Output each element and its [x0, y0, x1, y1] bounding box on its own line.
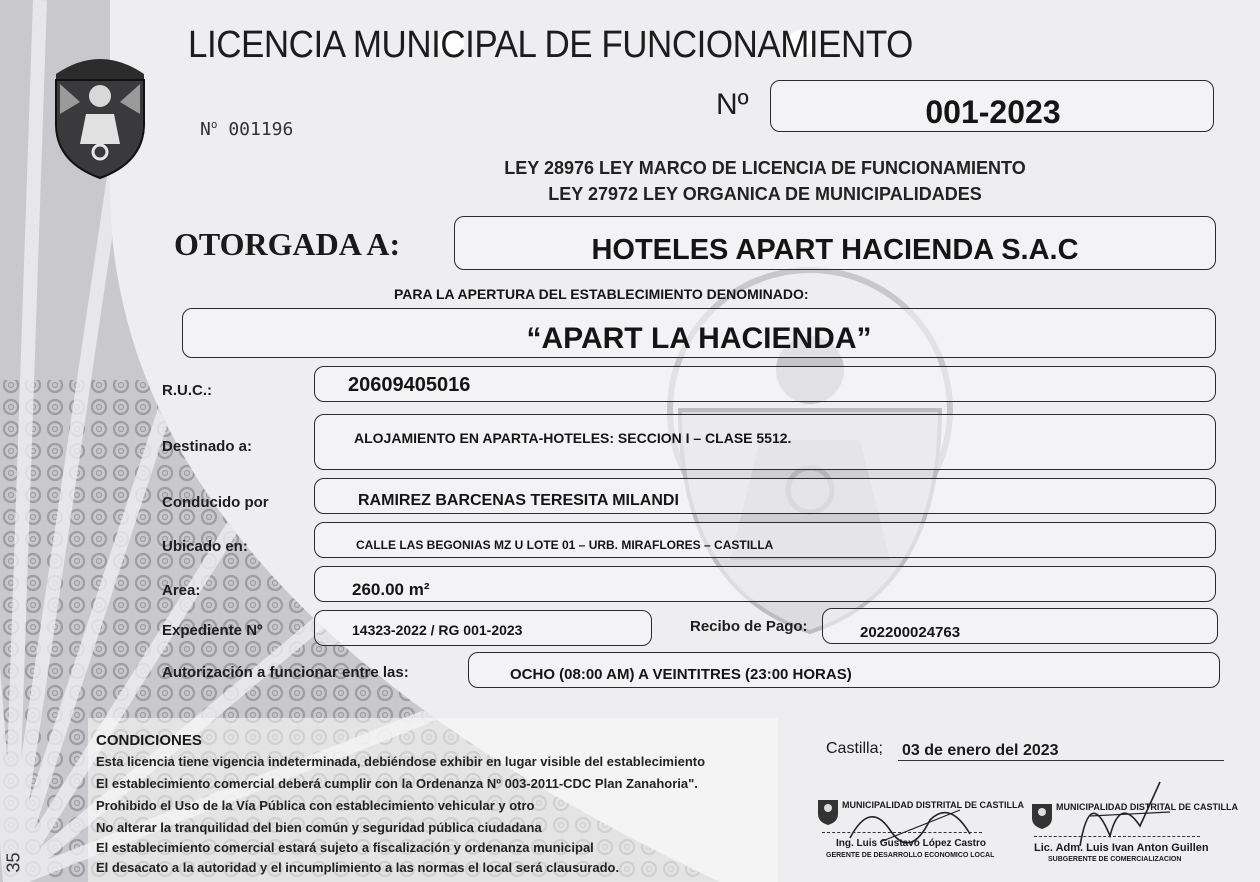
- ruc-label: R.U.C.:: [162, 382, 212, 399]
- handwritten-signature-2: [1060, 776, 1190, 852]
- license-number: 001-2023: [925, 94, 1061, 130]
- date-underline: [898, 760, 1224, 761]
- location-label: Ubicado en:: [162, 538, 248, 555]
- file-label: Expediente Nº: [162, 622, 263, 639]
- signer-2-muni: MUNICIPALIDAD DISTRITAL DE CASTILLA: [1056, 802, 1238, 812]
- area-label: Area:: [162, 582, 201, 599]
- location-value: CALLE LAS BEGONIAS MZ U LOTE 01 – URB. MIRAFLORES – CASTILLA: [356, 538, 774, 552]
- hours-value: OCHO (08:00 AM) A VEINTITRES (23:00 HORAS): [510, 666, 852, 683]
- municipal-seal-icon: [1030, 800, 1054, 830]
- margin-handwritten-number: 35: [3, 852, 24, 873]
- condition-line: El establecimiento comercial deberá cumplir con la Ordenanza Nº 003-2011-CDC Plan Zanahoria".: [96, 776, 698, 791]
- area-box: [314, 566, 1216, 602]
- purpose-value: ALOJAMIENTO EN APARTA-HOTELES: SECCION I – CLASE 5512.: [354, 430, 792, 446]
- hours-label: Autorización a funcionar entre las:: [162, 664, 409, 681]
- signer-2-name: Lic. Adm. Luis Ivan Anton Guillen: [1034, 842, 1209, 854]
- signer-1-muni: MUNICIPALIDAD DISTRITAL DE CASTILLA: [842, 800, 1024, 810]
- signature-date: 03 de enero del 2023: [902, 742, 1059, 759]
- condition-line: El establecimiento comercial estará sujeto a fiscalización y ordenanza municipal: [96, 840, 594, 855]
- signer-1-role: GERENTE DE DESARROLLO ECONOMICO LOCAL: [826, 852, 995, 859]
- signer-1-name: Ing. Luis Gustavo López Castro: [836, 838, 987, 849]
- signer-2-line: [1034, 836, 1200, 837]
- condition-line: No alterar la tranquilidad del bien común y seguridad pública ciudadana: [96, 820, 542, 835]
- granted-to: HOTELES APART HACIENDA S.A.C: [591, 234, 1079, 266]
- condition-line: Esta licencia tiene vigencia indeterminada, debiéndose exhibir en lugar visible del establecimiento: [96, 754, 706, 769]
- signer-2-role: SUBGERENTE DE COMERCIALIZACION: [1048, 856, 1182, 863]
- condition-line: El desacato a la autoridad y el incumplimiento a las normas el local será clausurado.: [96, 860, 620, 875]
- license-number-label: Nº: [716, 88, 749, 121]
- ruc-value: 20609405016: [348, 374, 471, 396]
- file-value: 14323-2022 / RG 001-2023: [352, 622, 523, 638]
- conditions-title: CONDICIONES: [96, 732, 202, 749]
- area-value: 260.00 m²: [352, 580, 430, 599]
- condition-line: Prohibido el Uso de la Vía Pública con establecimiento vehicular y otro: [96, 798, 535, 813]
- signer-1-line: [822, 832, 982, 833]
- establishment-name: “APART LA HACIENDA”: [526, 322, 872, 355]
- document-title: LICENCIA MUNICIPAL DE FUNCIONAMIENTO: [188, 24, 913, 66]
- law-line-2: LEY 27972 LEY ORGANICA DE MUNICIPALIDADES: [548, 184, 982, 204]
- purpose-label: Destinado a:: [162, 438, 253, 455]
- law-line-1: LEY 28976 LEY MARCO DE LICENCIA DE FUNCIONAMIENTO: [504, 158, 1026, 178]
- serial-number: $N^o$ 001196: [200, 118, 294, 140]
- signature-place: Castilla;: [826, 740, 883, 757]
- receipt-label: Recibo de Pago:: [690, 618, 808, 635]
- conducted-value: RAMIREZ BARCENAS TERESITA MILANDI: [358, 492, 679, 509]
- receipt-value: 202200024763: [860, 624, 961, 641]
- municipal-seal-icon: [816, 796, 840, 826]
- municipal-coat-of-arms: [50, 44, 150, 180]
- purpose-text: PARA LA APERTURA DEL ESTABLECIMIENTO DENOMINADO:: [394, 286, 809, 302]
- granted-label: OTORGADA A:: [174, 226, 401, 262]
- conducted-label: Conducido por: [162, 494, 269, 511]
